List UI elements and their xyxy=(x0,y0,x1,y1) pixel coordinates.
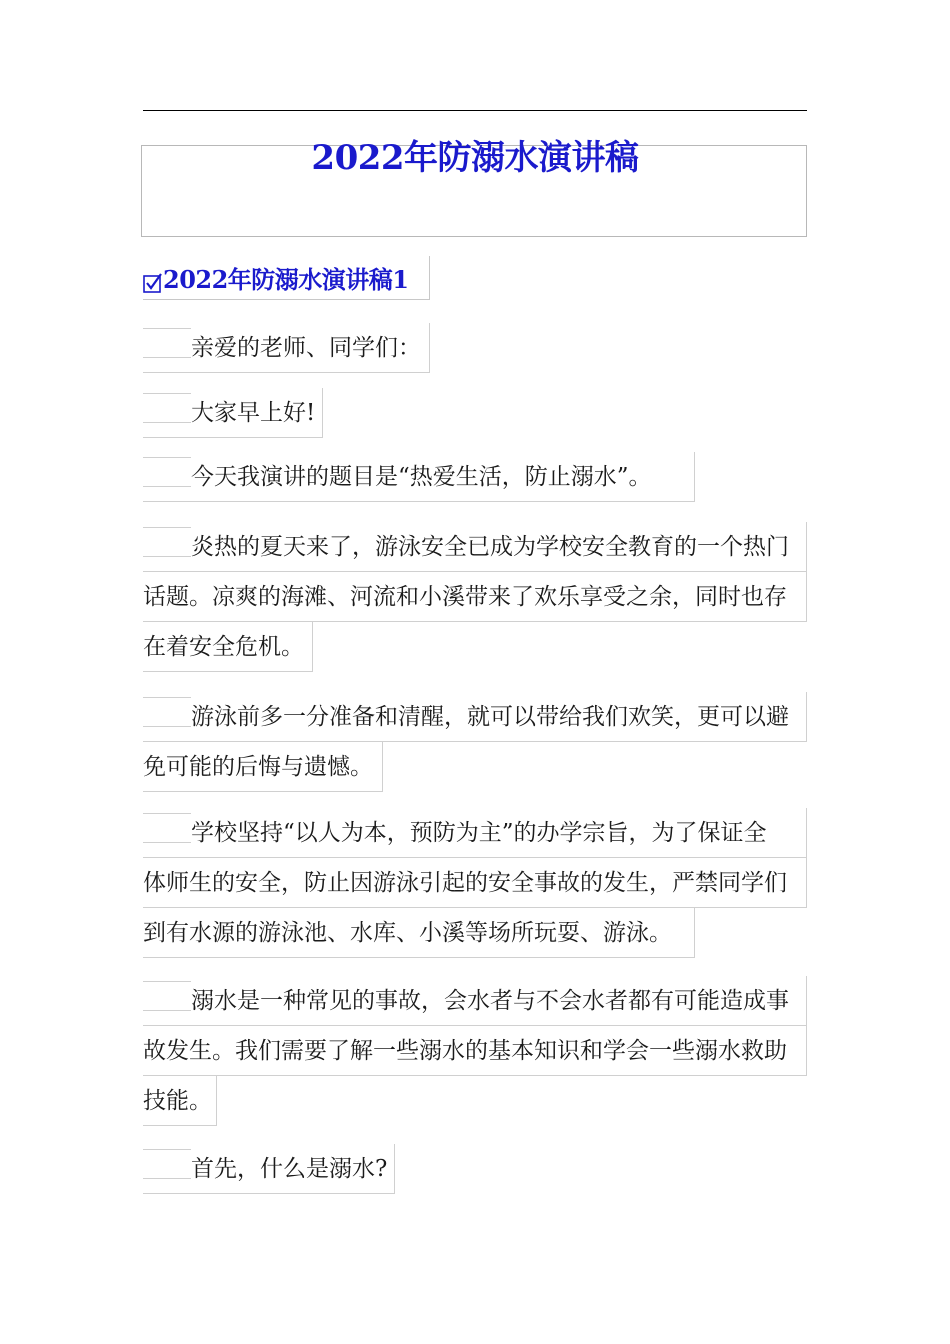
paragraph-line xyxy=(143,522,807,572)
line-text: 体师生的安全，防止因游泳引起的安全事故的发生，严禁同学们 xyxy=(143,870,787,896)
document-title: 2022年防溺水演讲稿 xyxy=(311,138,639,178)
paragraph-line xyxy=(143,1026,807,1076)
paragraph xyxy=(143,1144,395,1194)
paragraph-line xyxy=(143,323,430,373)
indent-marker xyxy=(143,981,191,1011)
paragraph-line xyxy=(143,388,323,438)
line-text: 首先，什么是溺水? xyxy=(191,1156,388,1182)
indent-marker xyxy=(143,697,191,727)
indent-marker xyxy=(143,527,191,557)
line-text: 亲爱的老师、同学们： xyxy=(191,335,421,361)
indent-marker xyxy=(143,1149,191,1179)
checkbox-checked-icon xyxy=(143,273,163,293)
paragraph xyxy=(143,323,430,373)
line-text: 大家早上好! xyxy=(191,400,316,426)
paragraph xyxy=(143,976,807,1126)
paragraph-line xyxy=(143,572,807,622)
paragraph-line xyxy=(143,808,807,858)
indent-marker xyxy=(143,457,191,487)
line-text: 免可能的后悔与遗憾。 xyxy=(143,754,373,780)
line-text: 游泳前多一分准备和清醒，就可以带给我们欢笑，更可以避 xyxy=(191,704,789,730)
indent-marker xyxy=(143,813,191,843)
paragraph-line xyxy=(143,858,807,908)
section-heading xyxy=(143,256,430,300)
paragraph xyxy=(143,522,807,672)
line-text: 炎热的夏天来了，游泳安全已成为学校安全教育的一个热门 xyxy=(191,534,789,560)
section-heading-text: 2022年防溺水演讲稿1 xyxy=(163,265,409,294)
paragraph-line xyxy=(143,742,383,792)
paragraph xyxy=(143,388,323,438)
line-text: 在着安全危机。 xyxy=(143,634,304,660)
paragraph-line xyxy=(143,692,807,742)
indent-marker xyxy=(143,393,191,423)
paragraph-line xyxy=(143,452,695,502)
line-text: 话题。凉爽的海滩、河流和小溪带来了欢乐享受之余，同时也存 xyxy=(143,584,787,610)
paragraph-line xyxy=(143,1144,395,1194)
paragraph xyxy=(143,808,807,958)
paragraph-line xyxy=(143,622,313,672)
line-text: 今天我演讲的题目是“热爱生活，防止溺水”。 xyxy=(191,464,652,490)
paragraph-line xyxy=(143,976,807,1026)
indent-marker xyxy=(143,328,191,358)
line-text: 故发生。我们需要了解一些溺水的基本知识和学会一些溺水救助 xyxy=(143,1038,787,1064)
line-text: 学校坚持“以人为本，预防为主”的办学宗旨，为了保证全 xyxy=(191,820,767,846)
paragraph-line xyxy=(143,1076,217,1126)
paragraph-line xyxy=(143,908,695,958)
line-text: 溺水是一种常见的事故，会水者与不会水者都有可能造成事 xyxy=(191,988,789,1014)
header-rule xyxy=(143,110,807,111)
line-text: 技能。 xyxy=(143,1088,212,1114)
paragraph xyxy=(143,692,807,792)
paragraph xyxy=(143,452,695,502)
line-text: 到有水源的游泳池、水库、小溪等场所玩耍、游泳。 xyxy=(143,920,672,946)
